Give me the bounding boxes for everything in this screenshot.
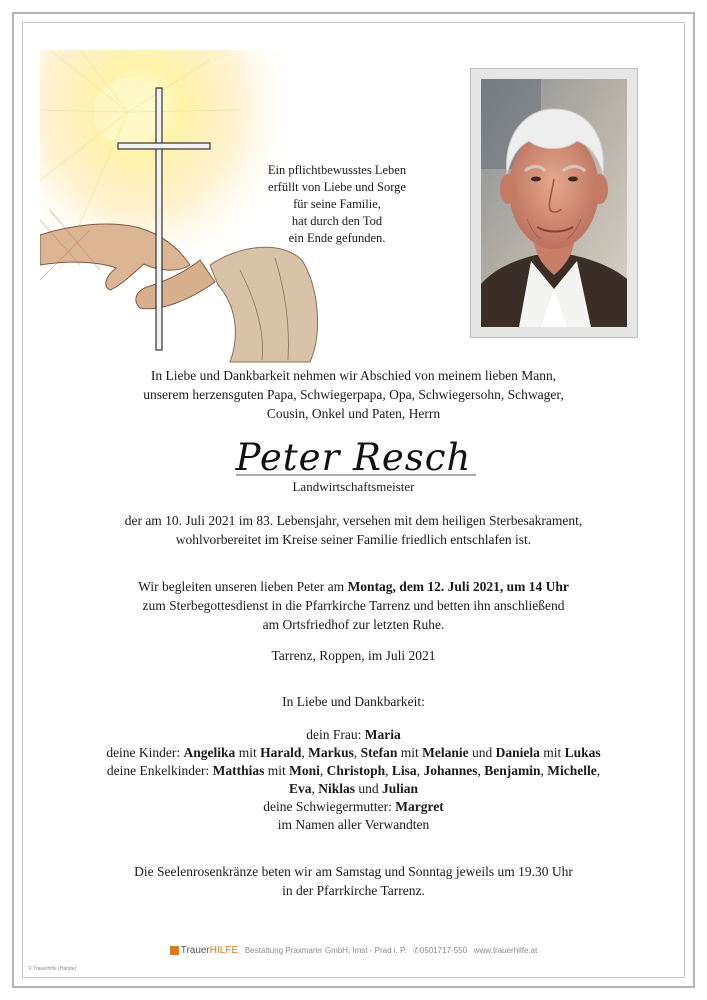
connector-word: mit bbox=[264, 763, 290, 778]
family-grandchildren-line-2 bbox=[40, 780, 667, 798]
verse-line: hat durch den Tod bbox=[291, 214, 383, 228]
brand-name-part2: HILFE bbox=[209, 945, 239, 956]
separator: , bbox=[416, 763, 424, 778]
grandchild-name: Matthias bbox=[212, 763, 265, 778]
child-name: Stefan bbox=[360, 745, 398, 760]
intro-line: unserem herzensguten Papa, Schwiegerpapa, Opa, Schwiegersohn, Schwager, bbox=[143, 387, 564, 402]
separator: , bbox=[540, 763, 548, 778]
child-partner-name: Lukas bbox=[564, 745, 601, 760]
grandchild-name: Julian bbox=[382, 781, 419, 796]
grandchild-name: Johannes bbox=[423, 763, 478, 778]
deceased-profession: Landwirtschaftsmeister bbox=[292, 479, 415, 494]
connector-word: und bbox=[468, 745, 496, 760]
mother-in-law-label: deine Schwiegermutter: bbox=[263, 799, 396, 814]
wife-label: dein Frau: bbox=[306, 727, 365, 742]
connector-word: mit bbox=[235, 745, 261, 760]
grandchild-name: Michelle bbox=[547, 763, 597, 778]
funeral-info bbox=[40, 577, 667, 634]
funeral-intro: Wir begleiten unseren lieben Peter am bbox=[138, 579, 348, 594]
family-mother-in-law-line bbox=[40, 798, 667, 816]
place-date: Tarrenz, Roppen, im Juli 2021 bbox=[271, 648, 436, 663]
phone-icon: ✆ bbox=[413, 946, 420, 955]
intro-text bbox=[40, 366, 667, 423]
child-partner-name: Harald bbox=[260, 745, 302, 760]
intro-line: Cousin, Onkel und Paten, Herrn bbox=[266, 406, 441, 421]
deceased-name: Peter Resch bbox=[235, 436, 472, 479]
footer bbox=[0, 945, 707, 956]
brand-name-part1: Trauer bbox=[180, 945, 210, 956]
grandchild-name: Lisa bbox=[391, 763, 417, 778]
funeral-line bbox=[40, 577, 667, 596]
child-name: Markus bbox=[308, 745, 354, 760]
rosary-info bbox=[40, 862, 667, 900]
grandchild-name: Benjamin bbox=[484, 763, 541, 778]
website-link[interactable]: www.trauerhilfe.at bbox=[473, 946, 538, 955]
name-underline bbox=[236, 474, 476, 476]
verse-line: ein Ende gefunden. bbox=[288, 231, 386, 245]
death-note bbox=[40, 511, 667, 549]
mother-in-law-name: Margret bbox=[395, 799, 444, 814]
children-label: deine Kinder: bbox=[106, 745, 184, 760]
mourners-heading: In Liebe und Dankbarkeit: bbox=[282, 694, 425, 709]
separator: , bbox=[353, 745, 361, 760]
family-wife-line bbox=[40, 726, 667, 744]
company-name: Bestattung Praxmarer GmbH, Imst - Prad i. P. bbox=[244, 946, 407, 955]
separator: , bbox=[301, 745, 309, 760]
connector-word: mit bbox=[539, 745, 565, 760]
funeral-line: zum Sterbegottesdienst in die Pfarrkirche Tarrenz und betten ihn anschließend bbox=[142, 598, 565, 613]
phone-number: 0501717-550 bbox=[419, 946, 468, 955]
separator: , bbox=[319, 763, 327, 778]
death-note-line: wohlvorbereitet im Kreise seiner Familie friedlich entschlafen ist. bbox=[175, 532, 532, 547]
separator: , bbox=[477, 763, 485, 778]
rosary-line: Die Seelenrosenkränze beten wir am Samstag und Sonntag jeweils um 19.30 Uhr bbox=[134, 864, 573, 879]
relatives-line: im Namen aller Verwandten bbox=[277, 817, 430, 832]
verse-line: für seine Familie, bbox=[293, 197, 381, 211]
memorial-verse bbox=[262, 162, 412, 247]
grandchild-partner-name: Moni bbox=[289, 763, 320, 778]
rosary-line: in der Pfarrkirche Tarrenz. bbox=[282, 883, 425, 898]
funeral-line: am Ortsfriedhof zur letzten Ruhe. bbox=[262, 617, 445, 632]
grandchildren-label: deine Enkelkinder: bbox=[106, 763, 213, 778]
verse-line: Ein pflichtbewusstes Leben bbox=[267, 163, 407, 177]
image-copyright: © Trauerhilfe (Hände) bbox=[28, 966, 77, 972]
grandchild-name: Eva bbox=[288, 781, 312, 796]
separator: , bbox=[311, 781, 319, 796]
connector-word: mit bbox=[397, 745, 423, 760]
separator: , bbox=[596, 763, 601, 778]
death-note-line: der am 10. Juli 2021 im 83. Lebensjahr, versehen mit dem heiligen Sterbesakrament, bbox=[124, 513, 583, 528]
family-children-line bbox=[40, 744, 667, 762]
family-list bbox=[40, 726, 667, 834]
trauerhilfe-logo-icon bbox=[170, 946, 179, 955]
child-name: Angelika bbox=[183, 745, 236, 760]
portrait-photo bbox=[481, 79, 627, 327]
family-grandchildren-line bbox=[40, 762, 667, 780]
funeral-datetime: Montag, dem 12. Juli 2021, um 14 Uhr bbox=[347, 579, 569, 594]
verse-line: erfüllt von Liebe und Sorge bbox=[268, 180, 406, 194]
grandchild-name: Christoph bbox=[326, 763, 386, 778]
connector-word: und bbox=[355, 781, 382, 796]
wife-name: Maria bbox=[364, 727, 401, 742]
intro-line: In Liebe und Dankbarkeit nehmen wir Abschied von meinem lieben Mann, bbox=[150, 368, 557, 383]
child-name: Daniela bbox=[495, 745, 540, 760]
portrait-frame bbox=[470, 68, 638, 338]
separator: , bbox=[385, 763, 392, 778]
child-partner-name: Melanie bbox=[422, 745, 469, 760]
grandchild-name: Niklas bbox=[318, 781, 355, 796]
